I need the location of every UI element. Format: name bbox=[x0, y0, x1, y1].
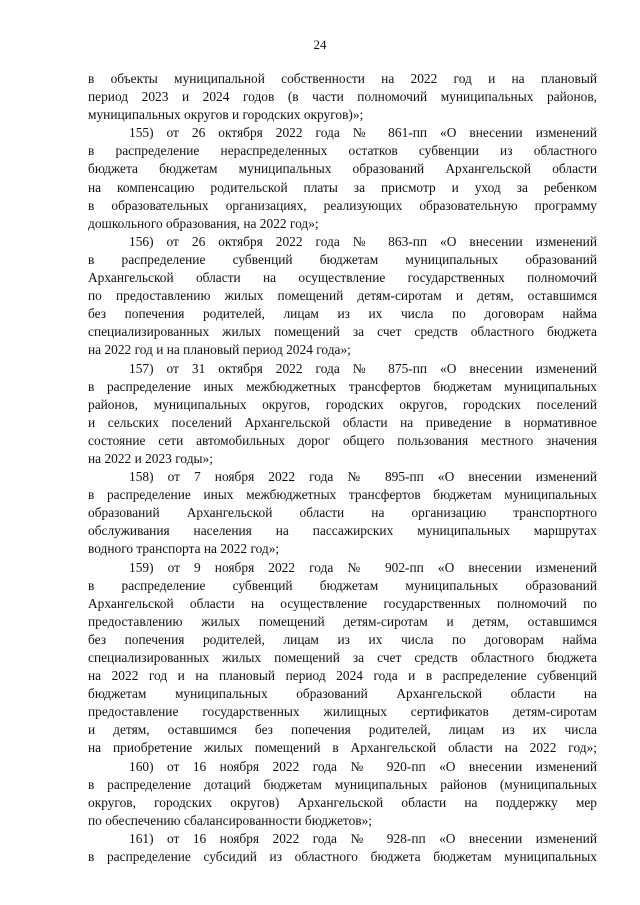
text-line: в объекты муниципальной собственности на 2022 год и на плановый bbox=[88, 71, 597, 86]
text-line: и детям, оставшимся без попечения родителей, лицам из их числа bbox=[88, 722, 597, 738]
text-line: на 2022 и 2023 годы»; bbox=[88, 450, 213, 466]
text-line: муниципальных округов и городских округов)»; bbox=[88, 107, 364, 123]
text-line: 161) от 16 ноября 2022 года № 928-пп «О внесении изменений bbox=[129, 830, 597, 846]
text-line: предоставлению жилых помещений детям-сиротам и детям, оставшимся bbox=[88, 613, 597, 629]
page-number: 24 bbox=[313, 37, 327, 52]
text-line: на 2022 год и на плановый период 2024 года»; bbox=[88, 342, 351, 358]
text-line: специализированных жилых помещений за счет средств областного бюджета bbox=[88, 324, 597, 340]
text-line: в распределение субсидий из областного бюджета бюджетам муниципальных bbox=[88, 849, 597, 865]
text-line: округов, городских округов) Архангельской области на поддержку мер bbox=[88, 794, 597, 810]
text-line: районов, муниципальных округов, городских округов, городских поселений bbox=[88, 396, 597, 412]
text-line: и сельских поселений Архангельской области на приведение в нормативное bbox=[88, 414, 597, 430]
text-line: в распределение субвенций бюджетам муниципальных образований bbox=[88, 251, 597, 267]
text-line: специализированных жилых помещений за счет средств областного бюджета bbox=[88, 650, 597, 665]
text-line: период 2023 и 2024 годов (в части полномочий муниципальных районов, bbox=[88, 89, 597, 105]
text-line: 155) от 26 октября 2022 года № 861-пп «О внесении изменений bbox=[129, 125, 597, 141]
text-line: бюджетам муниципальных образований Архангельской области на bbox=[88, 686, 597, 702]
text-line: без попечения родителей, лицам из их числа по договорам найма bbox=[88, 631, 597, 647]
text-line: по обеспечению сбалансированности бюджетов»; bbox=[88, 812, 373, 828]
text-line: на 2022 год и на плановый период 2024 года и в распределение субвенций bbox=[88, 668, 597, 684]
text-line: 160) от 16 ноября 2022 года № 920-пп «О внесении изменений bbox=[129, 758, 597, 774]
text-line: в распределение дотаций бюджетам муниципальных районов (муниципальных bbox=[88, 776, 597, 792]
text-line: обслуживания населения на пассажирских муниципальных маршрутах bbox=[88, 523, 597, 539]
text-line: состояние сети автомобильных дорог общего пользования местного значения bbox=[88, 432, 597, 448]
text-line: в распределение иных межбюджетных трансфертов бюджетам муниципальных bbox=[88, 487, 597, 503]
text-line: на приобретение жилых помещений в Архангельской области на 2022 год»; bbox=[88, 740, 597, 756]
text-line: по предоставлению жилых помещений детям-сиротам и детям, оставшимся bbox=[88, 288, 597, 304]
text-line: предоставление государственных жилищных сертификатов детям-сиротам bbox=[88, 704, 597, 720]
text-line: дошкольного образования, на 2022 год»; bbox=[88, 215, 319, 231]
text-line: в образовательных организациях, реализующих образовательную программу bbox=[88, 197, 597, 213]
text-line: без попечения родителей, лицам из их числа по договорам найма bbox=[88, 306, 597, 322]
text-line: Архангельской области на осуществление государственных полномочий bbox=[88, 270, 597, 286]
text-line: Архангельской области на осуществление государственных полномочий по bbox=[88, 595, 597, 611]
text-line: бюджета бюджетам муниципальных образований Архангельской области bbox=[88, 161, 597, 177]
text-line: 159) от 9 ноября 2022 года № 902-пп «О внесении изменений bbox=[129, 559, 597, 575]
text-line: водного транспорта на 2022 год»; bbox=[88, 541, 280, 557]
text-line: на компенсацию родительской платы за присмотр и уход за ребенком bbox=[88, 179, 597, 195]
text-line: 158) от 7 ноября 2022 года № 895-пп «О внесении изменений bbox=[129, 469, 597, 485]
text-line: в распределение нераспределенных остатков субвенции из областного bbox=[88, 143, 597, 159]
text-line: в распределение субвенций бюджетам муниципальных образований bbox=[88, 577, 597, 593]
text-line: образований Архангельской области на организацию транспортного bbox=[88, 505, 597, 521]
text-line: в распределение иных межбюджетных трансфертов бюджетам муниципальных bbox=[88, 378, 597, 394]
text-line: 156) от 26 октября 2022 года № 863-пп «О внесении изменений bbox=[129, 233, 597, 249]
text-line: 157) от 31 октября 2022 года № 875-пп «О внесении изменений bbox=[129, 360, 597, 376]
document-body bbox=[88, 70, 597, 866]
